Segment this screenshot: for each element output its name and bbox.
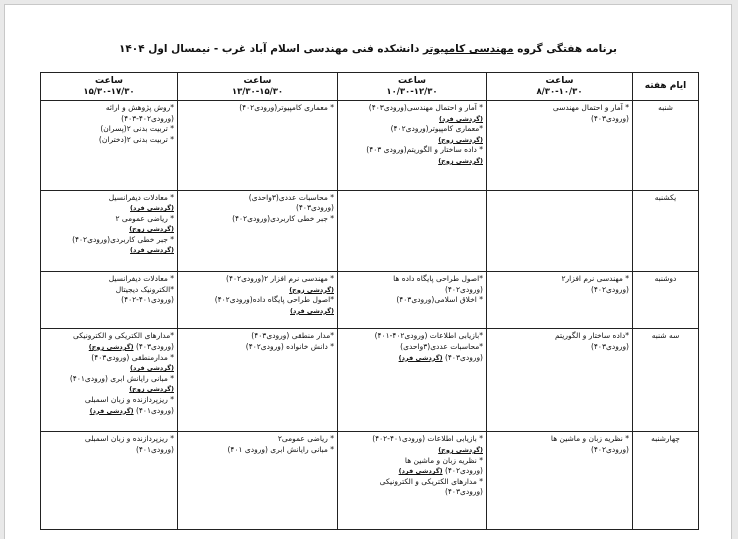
course-entry: *مدارهای الکتریکی و الکترونیکی (73, 331, 174, 341)
schedule-cell (338, 101, 487, 191)
course-entry: *اصول طراحی پایگاه داده ها (393, 274, 483, 283)
course-entry: * نظریه زبان و ماشین ها (550, 434, 629, 444)
schedule-row (41, 272, 699, 329)
schedule-cell (487, 101, 633, 191)
schedule-row (41, 190, 699, 271)
document-title (5, 43, 731, 55)
course-entry: *روش پژوهش و ارائه (105, 103, 174, 112)
course-entry: * ریزپردازنده و زبان اسمبلی (84, 434, 174, 444)
course-entry: * تربیت بدنی ۲(پسران) (100, 124, 174, 134)
rotation-note (181, 285, 334, 296)
header-slot-3: ساعت ۱۳/۳۰-۱۵/۳۰ (178, 73, 338, 101)
course-entry: (ورودی۴۰۳) (444, 487, 483, 497)
rotation-tag: (گردشی فرد) (439, 114, 483, 123)
schedule-cell (338, 432, 487, 530)
course-entry: (ورودی۴۰۲-۴۰۳) (121, 113, 174, 123)
schedule-cell (487, 329, 633, 432)
rotation-tag: (گردشی فرد) (398, 353, 443, 362)
rotation-tag: (گردشی زوج) (438, 156, 483, 165)
header-row (41, 73, 699, 101)
course-entry: (ورودی۴۰۳) (گردشی فرد) (398, 352, 483, 362)
course-entry: * معادلات دیفرانسیل (108, 192, 174, 202)
course-entry: *مدار منطقی (ورودی۴۰۳) (251, 331, 334, 341)
schedule-cell (178, 272, 338, 329)
course-entry: * جبر خطی کاربردی(ورودی۴۰۲) (72, 234, 174, 244)
course-entry: (ورودی۴۰۲) (590, 284, 629, 294)
rotation-tag: (گردشی فرد) (130, 204, 174, 213)
course-entry: * مبانی رایانش ابری (ورودی۴۰۱) (69, 373, 174, 383)
schedule-cell (41, 101, 178, 191)
course-entry: * جبر خطی کاربردی(ورودی۴۰۲) (232, 213, 334, 223)
course-entry: * داده ساختار و الگوریتم(ورودی ۴۰۳) (366, 145, 483, 155)
course-entry: * معماری کامپیوتر(ورودی۴۰۲) (239, 103, 334, 112)
course-entry: * ریزپردازنده و زبان اسمبلی (84, 394, 174, 404)
schedule-cell (338, 329, 487, 432)
rotation-tag: (گردشی زوج) (129, 385, 174, 394)
course-entry: (ورودی۴۰۳) (590, 341, 629, 351)
rotation-note (44, 224, 174, 235)
schedule-cell (41, 329, 178, 432)
course-entry: *الکترونیک دیجیتال (115, 284, 174, 294)
rotation-tag: (گردشی زوج) (438, 446, 483, 454)
day-label: سه شنبه (633, 329, 699, 432)
course-entry: * نظریه زبان و ماشین ها (404, 455, 483, 465)
course-entry: *بازیابی اطلاعات (ورودی۴۰۲-۴۰۱) (374, 331, 483, 341)
day-label: یکشنبه (633, 190, 699, 271)
rotation-note (44, 363, 174, 374)
course-entry: * آمار و احتمال مهندسی (552, 103, 629, 112)
header-slot-1: ساعت ۸/۳۰-۱۰/۳۰ (487, 73, 633, 101)
course-entry: * دانش خانواده (ورودی۴۰۲) (245, 341, 334, 351)
rotation-tag: (گردشی فرد) (130, 364, 174, 373)
rotation-tag: (گردشی زوج) (289, 285, 334, 294)
course-entry: * مدارهای الکتریکی و الکترونیکی (379, 476, 483, 486)
schedule-cell (41, 190, 178, 271)
schedule-row (41, 329, 699, 432)
day-label: دوشنبه (633, 272, 699, 329)
course-entry: * آمار و احتمال مهندسی(ورودی۴۰۳) (368, 103, 483, 112)
course-entry: (ورودی۴۰۳) (295, 203, 334, 213)
schedule-cell (41, 432, 178, 530)
schedule-row (41, 432, 699, 530)
schedule-cell (41, 272, 178, 329)
rotation-note (341, 135, 483, 146)
rotation-note (44, 245, 174, 256)
day-label: چهارشنبه (633, 432, 699, 530)
rotation-tag: (گردشی زوج) (88, 342, 134, 351)
course-entry: *داده ساختار و الگوریتم (555, 331, 629, 341)
rotation-note (44, 203, 174, 214)
schedule-row (41, 101, 699, 191)
rotation-tag: (گردشی زوج) (129, 225, 174, 234)
course-entry: (ورودی۴۰۳) (590, 113, 629, 123)
rotation-tag: (گردشی فرد) (290, 306, 334, 315)
schedule-cell (487, 432, 633, 530)
course-entry: * مبانی رایانش ابری (ورودی ۴۰۱) (227, 445, 334, 454)
course-entry: * ریاضی عمومی ۲ (115, 213, 174, 223)
day-label: شنبه (633, 101, 699, 191)
title-prefix: برنامه هفتگی گروه (513, 43, 618, 55)
schedule-cell (178, 190, 338, 271)
header-slot-4: ساعت ۱۵/۳۰-۱۷/۳۰ (41, 73, 178, 101)
course-entry: * تربیت بدنی ۲(دختران) (98, 134, 174, 144)
schedule-table (40, 72, 699, 530)
course-entry: * معادلات دیفرانسیل (108, 274, 174, 283)
course-entry: * ریاضی عمومی۲ (277, 434, 334, 444)
rotation-tag: (گردشی زوج) (438, 135, 483, 144)
course-entry: * محاسبات عددی(۳واحدی) (248, 192, 334, 202)
course-entry: (ورودی۴۰۲) (444, 284, 483, 294)
course-entry: * اخلاق اسلامی(ورودی۴۰۳) (396, 295, 483, 305)
schedule-cell (178, 432, 338, 530)
course-entry: *اصول طراحی پایگاه داده(ورودی۴۰۲) (214, 295, 334, 305)
schedule-cell (178, 329, 338, 432)
course-entry: (ورودی۴۰۱) (گردشی فرد) (89, 405, 174, 415)
course-entry: * مدارمنطقی (ورودی۴۰۳) (91, 352, 174, 362)
rotation-tag: (گردشی فرد) (398, 467, 443, 476)
course-entry: (ورودی۴۰۲) (590, 445, 629, 454)
rotation-note (181, 306, 334, 317)
header-days: ایام هفته (633, 73, 699, 101)
rotation-note (341, 445, 483, 456)
title-department: مهندسی کامپیوتر (423, 43, 514, 55)
schedule-cell (178, 101, 338, 191)
course-entry: (ورودی۴۰۱) (135, 445, 174, 454)
rotation-note (341, 114, 483, 125)
rotation-tag: (گردشی فرد) (130, 246, 174, 255)
schedule-cell (487, 272, 633, 329)
course-entry: * مهندسی نرم افزار۲ (561, 274, 629, 283)
course-entry: (ورودی۴۰۲) (گردشی فرد) (398, 466, 483, 476)
title-suffix: دانشکده فنی مهندسی اسلام آباد غرب - نیمسال اول ۱۴۰۴ (118, 43, 424, 55)
rotation-note (44, 384, 174, 395)
schedule-cell (338, 190, 487, 271)
course-entry: (ورودی۴۰۱-۴۰۲) (121, 295, 174, 305)
course-entry: (ورودی۴۰۳) (گردشی زوج) (88, 341, 174, 351)
header-slot-2: ساعت ۱۰/۳۰-۱۲/۳۰ (338, 73, 487, 101)
schedule-cell (338, 272, 487, 329)
rotation-tag: (گردشی فرد) (89, 406, 134, 415)
course-entry: *محاسبات عددی(۳واحدی) (400, 341, 483, 351)
course-entry: * مهندسی نرم افزار ۲(ورودی۴۰۲) (226, 274, 334, 283)
schedule-cell (487, 190, 633, 271)
course-entry: *معماری کامپیوتر(ورودی۴۰۲) (390, 124, 483, 134)
course-entry: * بازیابی اطلاعات (ورودی۴۰۱-۴۰۲) (372, 434, 483, 444)
rotation-note (341, 156, 483, 167)
